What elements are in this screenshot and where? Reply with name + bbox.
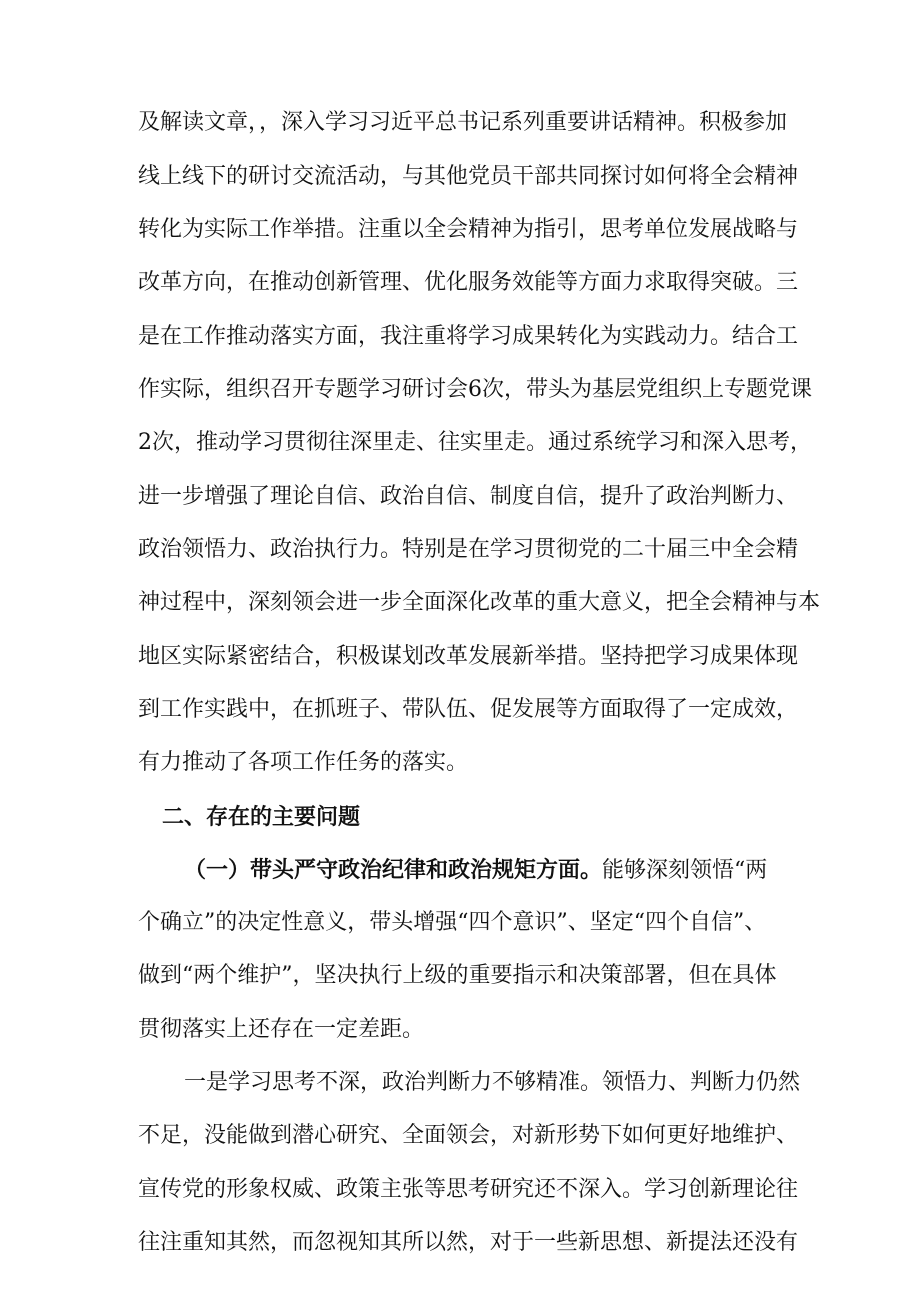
subsection-line: 贯彻落实上还存在一定差距。	[138, 1017, 425, 1042]
paragraph-line: 宣传党的形象权威、政策主张等思考研究还不深入。学习创新理论往	[138, 1177, 799, 1202]
paragraph-line: 改革方向，在推动创新管理、优化服务效能等方面力求取得突破。三	[138, 270, 799, 295]
subsection-line: 个确立”的决定性意义，带头增强“四个意识”、坚定“四个自信”、	[138, 910, 767, 935]
paragraph-line: 进一步增强了理论自信、政治自信、制度自信，提升了政治判断力、	[138, 484, 799, 509]
subsection-first-line	[184, 855, 767, 885]
paragraph-line: 转化为实际工作举措。注重以全会精神为指引，思考单位发展战略与	[138, 217, 799, 242]
section-heading: 二、存在的主要问题	[162, 804, 361, 830]
paragraph-line: 往注重知其然，而忽视知其所以然，对于一些新思想、新提法还没有	[138, 1230, 799, 1255]
paragraph-line: 神过程中，深刻领会进一步全面深化改革的重大意义，把全会精神与本	[138, 590, 821, 615]
paragraph-line: 不足，没能做到潜心研究、全面领会，对新形势下如何更好地维护、	[138, 1123, 799, 1148]
paragraph-line: 一是学习思考不深，政治判断力不够精准。领悟力、判断力仍然	[184, 1070, 801, 1095]
paragraph-line: 2次，推动学习贯彻往深里走、往实里走。通过系统学习和深入思考，	[138, 430, 812, 455]
paragraph-line: 政治领悟力、政治执行力。特别是在学习贯彻党的二十届三中全会精	[138, 537, 799, 562]
paragraph-line: 作实际，组织召开专题学习研讨会6次，带头为基层党组织上专题党课	[138, 377, 812, 402]
paragraph-line: 是在工作推动落实方面，我注重将学习成果转化为实践动力。结合工	[138, 324, 799, 349]
subsection-bold-lead: （一）带头严守政治纪律和政治规矩方面。	[184, 857, 603, 883]
subsection-line: 做到“两个维护”，坚决执行上级的重要指示和决策部署，但在具体	[138, 963, 777, 988]
subsection-first-line-text: 能够深刻领悟“两	[602, 858, 768, 883]
paragraph-line: 线上线下的研讨交流活动，与其他党员干部共同探讨如何将全会精神	[138, 164, 799, 189]
paragraph-line: 到工作实践中，在抓班子、带队伍、促发展等方面取得了一定成效，	[138, 697, 799, 722]
paragraph-line: 有力推动了各项工作任务的落实。	[138, 750, 469, 775]
paragraph-line: 地区实际紧密结合，积极谋划改革发展新举措。坚持把学习成果体现	[138, 644, 799, 669]
paragraph-line: 及解读文章，，深入学习习近平总书记系列重要讲话精神。积极参加	[138, 110, 788, 135]
